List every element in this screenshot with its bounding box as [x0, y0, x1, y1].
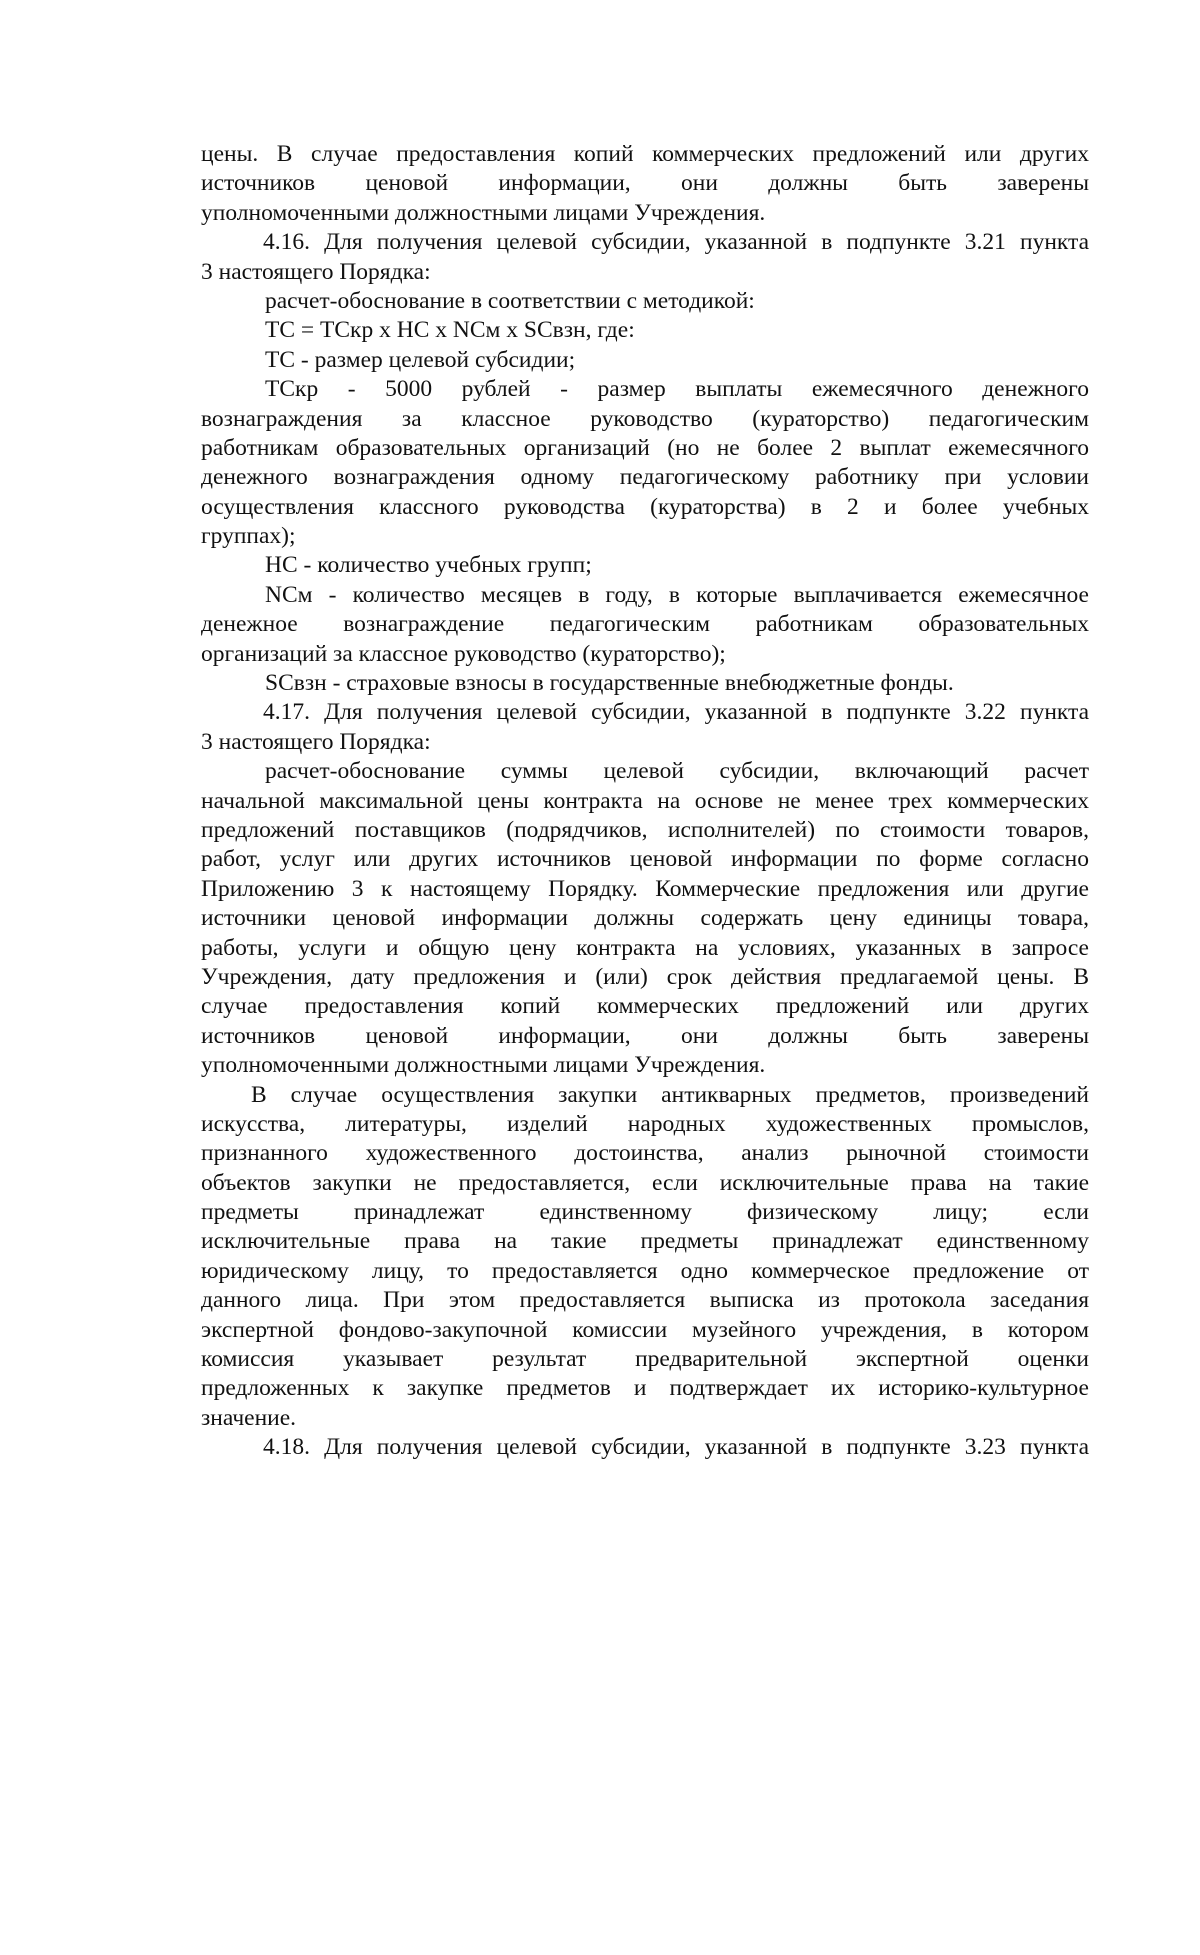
- text-line: работникам образовательных организаций (но не более 2 выплат ежемесячного: [201, 434, 1089, 461]
- text-line: Учреждения, дату предложения и (или) срок действия предлагаемой цены. В: [201, 963, 1089, 990]
- text-line: НС - количество учебных групп;: [265, 552, 592, 579]
- text-line: 3 настоящего Порядка:: [201, 258, 431, 285]
- section-heading-4-17: 4.17. Для получения целевой субсидии, указанной в подпункте 3.22 пункта: [263, 699, 1089, 726]
- formula-line: ТС = ТСкр х НС х NСм х SСвзн, где:: [265, 317, 635, 344]
- section-heading-4-16: 4.16. Для получения целевой субсидии, указанной в подпункте 3.21 пункта: [263, 229, 1089, 256]
- document-body: [201, 140, 1089, 1463]
- text-line: искусства, литературы, изделий народных художественных промыслов,: [201, 1110, 1089, 1137]
- text-line: ТС - размер целевой субсидии;: [265, 346, 576, 373]
- text-line: значение.: [201, 1404, 297, 1431]
- text-line: группах);: [201, 523, 296, 550]
- section-heading-4-18: 4.18. Для получения целевой субсидии, указанной в подпункте 3.23 пункта: [263, 1434, 1089, 1461]
- text-line: комиссия указывает результат предварительной экспертной оценки: [201, 1346, 1089, 1373]
- text-line: случае предоставления копий коммерческих предложений или других: [201, 993, 1089, 1020]
- text-line: организаций за классное руководство (кураторство);: [201, 640, 726, 667]
- text-line: работ, услуг или других источников ценовой информации по форме согласно: [201, 846, 1089, 873]
- text-line: 3 настоящего Порядка:: [201, 728, 431, 755]
- text-line: В случае осуществления закупки антикварных предметов, произведений: [251, 1081, 1089, 1108]
- text-line: уполномоченными должностными лицами Учреждения.: [201, 199, 766, 226]
- text-line: Приложению 3 к настоящему Порядку. Коммерческие предложения или другие: [201, 875, 1089, 902]
- text-line: источники ценовой информации должны содержать цену единицы товара,: [201, 905, 1089, 932]
- text-line: исключительные права на такие предметы принадлежат единственному: [201, 1228, 1089, 1255]
- text-line: расчет-обоснование суммы целевой субсидии, включающий расчет: [265, 758, 1089, 785]
- text-line: предложенных к закупке предметов и подтверждает их историко-культурное: [201, 1375, 1089, 1402]
- text-line: денежное вознаграждение педагогическим работникам образовательных: [201, 611, 1089, 638]
- text-line: цены. В случае предоставления копий коммерческих предложений или других: [201, 141, 1089, 167]
- text-line: юридическому лицу, то предоставляется одно коммерческое предложение от: [201, 1257, 1089, 1284]
- text-line: данного лица. При этом предоставляется выписка из протокола заседания: [201, 1287, 1089, 1314]
- text-line: расчет-обоснование в соответствии с методикой:: [265, 287, 755, 314]
- text-line: NСм - количество месяцев в году, в которые выплачивается ежемесячное: [265, 581, 1089, 608]
- text-line: вознаграждения за классное руководство (кураторство) педагогическим: [201, 405, 1089, 432]
- text-line: осуществления классного руководства (кураторства) в 2 и более учебных: [201, 493, 1089, 520]
- text-line: ТСкр - 5000 рублей - размер выплаты ежемесячного денежного: [265, 376, 1089, 403]
- text-line: экспертной фондово-закупочной комиссии музейного учреждения, в котором: [201, 1316, 1089, 1343]
- text-line: уполномоченными должностными лицами Учреждения.: [201, 1052, 766, 1079]
- text-line: предметы принадлежат единственному физическому лицу; если: [201, 1199, 1089, 1226]
- text-line: работы, услуги и общую цену контракта на условиях, указанных в запросе: [201, 934, 1089, 961]
- text-line: источников ценовой информации, они должны быть заверены: [201, 170, 1089, 197]
- text-line: источников ценовой информации, они должны быть заверены: [201, 1022, 1089, 1049]
- text-line: SСвзн - страховые взносы в государственные внебюджетные фонды.: [265, 670, 954, 697]
- text-line: денежного вознаграждения одному педагогическому работнику при условии: [201, 464, 1089, 491]
- text-line: признанного художественного достоинства, анализ рыночной стоимости: [201, 1140, 1089, 1167]
- text-line: начальной максимальной цены контракта на основе не менее трех коммерческих: [201, 787, 1089, 814]
- text-line: предложений поставщиков (подрядчиков, исполнителей) по стоимости товаров,: [201, 816, 1089, 843]
- text-line: объектов закупки не предоставляется, если исключительные права на такие: [201, 1169, 1089, 1196]
